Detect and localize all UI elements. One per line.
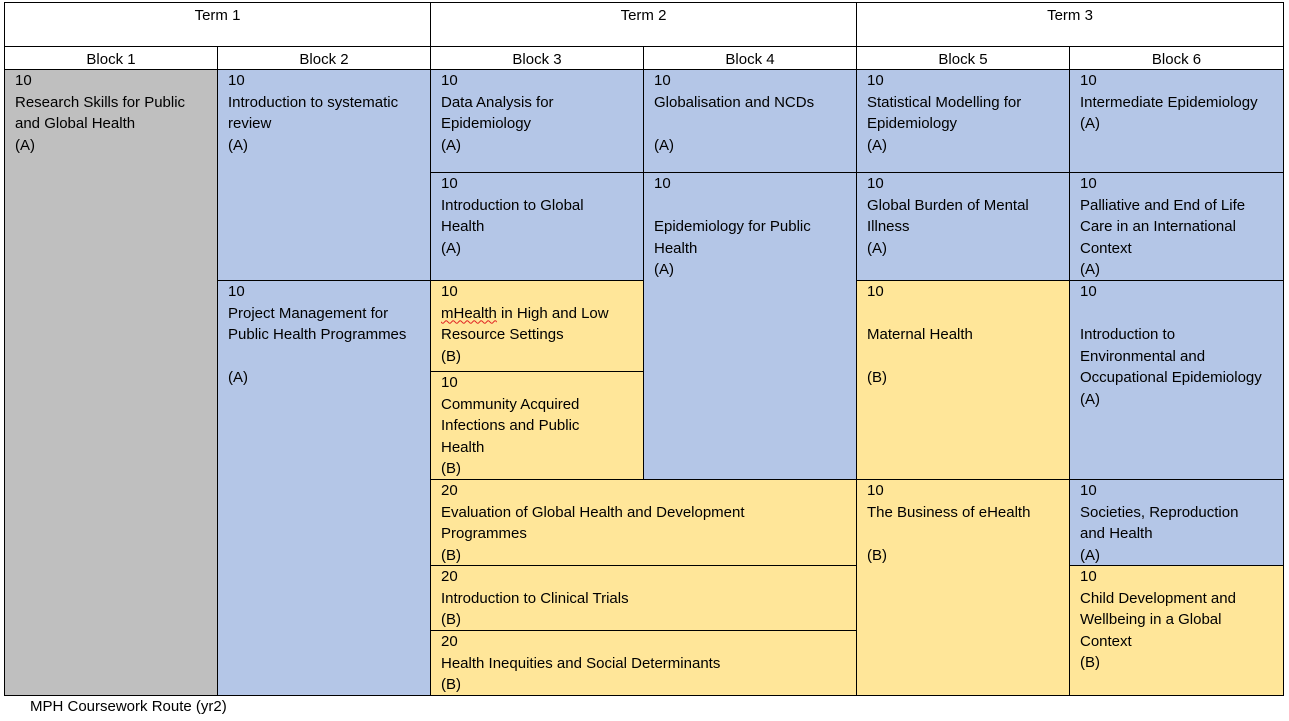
module-title: Intermediate Epidemiology <box>1080 93 1258 111</box>
module-title: Care in an International <box>1080 218 1236 235</box>
module-credits: 10 <box>1080 568 1097 585</box>
module-project-management <box>217 280 431 696</box>
module-title: Illness <box>867 218 910 235</box>
module-title: Palliative and End of Life <box>1080 196 1246 214</box>
module-title: Occupational Epidemiology <box>1080 369 1262 386</box>
module-epi-public-health <box>643 172 857 480</box>
module-credits: 10 <box>441 72 458 89</box>
blank-line <box>228 346 421 368</box>
module-grade: (A) <box>1080 261 1100 278</box>
module-credits: 10 <box>867 482 884 499</box>
block-4-header <box>643 46 857 70</box>
module-grade: (B) <box>441 676 461 693</box>
blank-line <box>1080 303 1274 325</box>
spellcheck-word: mHealth <box>441 304 497 322</box>
module-palliative-care <box>1069 172 1284 281</box>
term-2-header <box>430 2 857 47</box>
module-credits: 10 <box>441 374 458 391</box>
module-grade: (A) <box>654 136 674 154</box>
block-3-label: Block 3 <box>512 51 562 68</box>
blank-line <box>867 303 1060 325</box>
module-title: Introduction to <box>1080 326 1176 343</box>
module-title: and Global Health <box>15 115 136 132</box>
module-title: Epidemiology for Public <box>654 218 811 235</box>
module-title: Programmes <box>441 525 527 542</box>
module-title: Health Inequities and Social Determinants <box>441 654 721 672</box>
module-credits: 10 <box>1080 283 1097 300</box>
module-health-inequities <box>430 630 857 696</box>
block-5-label: Block 5 <box>938 51 988 68</box>
module-clinical-trials <box>430 565 857 631</box>
module-credits: 10 <box>1080 175 1097 192</box>
module-credits: 10 <box>654 175 671 192</box>
module-credits: 10 <box>228 72 245 89</box>
module-credits: 10 <box>228 283 245 300</box>
module-credits: 20 <box>441 482 458 499</box>
module-title: Statistical Modelling for <box>867 93 1022 111</box>
blank-line <box>654 195 847 217</box>
module-title <box>441 303 634 325</box>
module-mhealth <box>430 280 644 372</box>
module-title: Project Management for <box>228 304 389 322</box>
module-grade: (B) <box>441 546 461 564</box>
block-6-label: Block 6 <box>1151 51 1202 68</box>
module-title: Globalisation and NCDs <box>654 93 815 111</box>
module-grade: (B) <box>1080 654 1100 671</box>
module-grade: (A) <box>441 136 461 154</box>
module-grade: (A) <box>1080 546 1100 564</box>
blank-line <box>654 113 847 135</box>
module-maternal-health <box>856 280 1070 480</box>
term-3-label: Term 3 <box>1047 7 1093 24</box>
term-2-label: Term 2 <box>620 7 667 24</box>
module-title: Context <box>1080 632 1132 650</box>
module-credits: 10 <box>15 72 32 89</box>
module-research-skills <box>4 69 218 696</box>
module-title: Global Burden of Mental <box>867 196 1029 214</box>
module-credits: 20 <box>441 568 458 585</box>
blank-line <box>867 346 1060 368</box>
module-child-development <box>1069 565 1284 696</box>
module-title: Community Acquired <box>441 395 580 413</box>
term-1-label: Term 1 <box>194 7 241 24</box>
module-credits: 10 <box>1080 72 1097 89</box>
block-3-header <box>430 46 644 70</box>
module-title: The Business of eHealth <box>867 503 1031 521</box>
module-title: Data Analysis for <box>441 93 554 111</box>
block-6-header <box>1069 46 1284 70</box>
module-title-rest: in High and Low <box>496 304 609 322</box>
module-credits: 10 <box>1080 482 1097 499</box>
module-credits: 10 <box>441 175 458 192</box>
module-community-infections <box>430 371 644 480</box>
module-title: Epidemiology <box>867 115 958 132</box>
table-caption: MPH Coursework Route (yr2) <box>30 698 227 715</box>
module-globalisation-ncds <box>643 69 857 173</box>
module-grade: (A) <box>228 369 248 386</box>
module-statistical-modelling <box>856 69 1070 173</box>
module-environmental-epi <box>1069 280 1284 480</box>
module-grade: (B) <box>441 460 461 477</box>
module-title: and Health <box>1080 525 1153 542</box>
module-grade: (B) <box>441 611 461 628</box>
blank-line <box>867 523 1060 545</box>
module-title: Child Development and <box>1080 589 1236 607</box>
module-data-analysis <box>430 69 644 173</box>
module-credits: 10 <box>867 72 884 89</box>
module-grade: (B) <box>867 546 887 564</box>
course-timetable <box>4 2 1284 696</box>
module-business-ehealth <box>856 479 1070 696</box>
module-credits: 10 <box>867 175 884 192</box>
module-intro-systematic-review <box>217 69 431 281</box>
module-credits: 20 <box>441 633 458 650</box>
module-title: Evaluation of Global Health and Development <box>441 503 745 521</box>
module-grade: (A) <box>1080 390 1100 408</box>
module-title: Epidemiology <box>441 115 532 132</box>
block-1-label: Block 1 <box>86 51 136 68</box>
module-title: Infections and Public <box>441 417 580 434</box>
module-grade: (A) <box>15 136 35 154</box>
module-title: Societies, Reproduction <box>1080 503 1239 521</box>
module-grade: (B) <box>867 369 887 386</box>
module-credits: 10 <box>654 72 671 89</box>
module-title: Research Skills for Public <box>15 93 186 111</box>
module-intermediate-epi <box>1069 69 1284 173</box>
module-title: Resource Settings <box>441 326 564 343</box>
module-title: Context <box>1080 239 1132 257</box>
module-evaluation-global-health <box>430 479 857 566</box>
module-grade: (A) <box>1080 115 1100 132</box>
module-grade: (B) <box>441 347 461 365</box>
module-title: Introduction to systematic <box>228 93 399 111</box>
module-grade: (A) <box>441 239 461 257</box>
module-title: Health <box>441 218 485 235</box>
module-credits: 10 <box>441 283 458 300</box>
term-3-header <box>856 2 1284 47</box>
module-title: review <box>228 115 272 132</box>
module-title: Introduction to Global <box>441 196 584 214</box>
module-title: Wellbeing in a Global <box>1080 611 1222 628</box>
module-title: Health <box>654 239 698 257</box>
block-5-header <box>856 46 1070 70</box>
module-title: Maternal Health <box>867 326 973 343</box>
module-intro-global-health <box>430 172 644 281</box>
module-title: Health <box>441 438 485 456</box>
module-grade: (A) <box>867 239 887 257</box>
module-grade: (A) <box>654 261 674 278</box>
term-1-header <box>4 2 431 47</box>
module-credits: 10 <box>867 283 884 300</box>
block-1-header <box>4 46 218 70</box>
block-2-label: Block 2 <box>299 51 349 68</box>
module-global-burden-mental <box>856 172 1070 281</box>
module-title: Introduction to Clinical Trials <box>441 589 629 607</box>
module-grade: (A) <box>228 136 248 154</box>
module-title: Public Health Programmes <box>228 326 407 343</box>
block-4-label: Block 4 <box>725 51 775 68</box>
module-grade: (A) <box>867 136 887 154</box>
block-2-header <box>217 46 431 70</box>
module-title: Environmental and <box>1080 347 1206 365</box>
module-societies-reproduction <box>1069 479 1284 566</box>
